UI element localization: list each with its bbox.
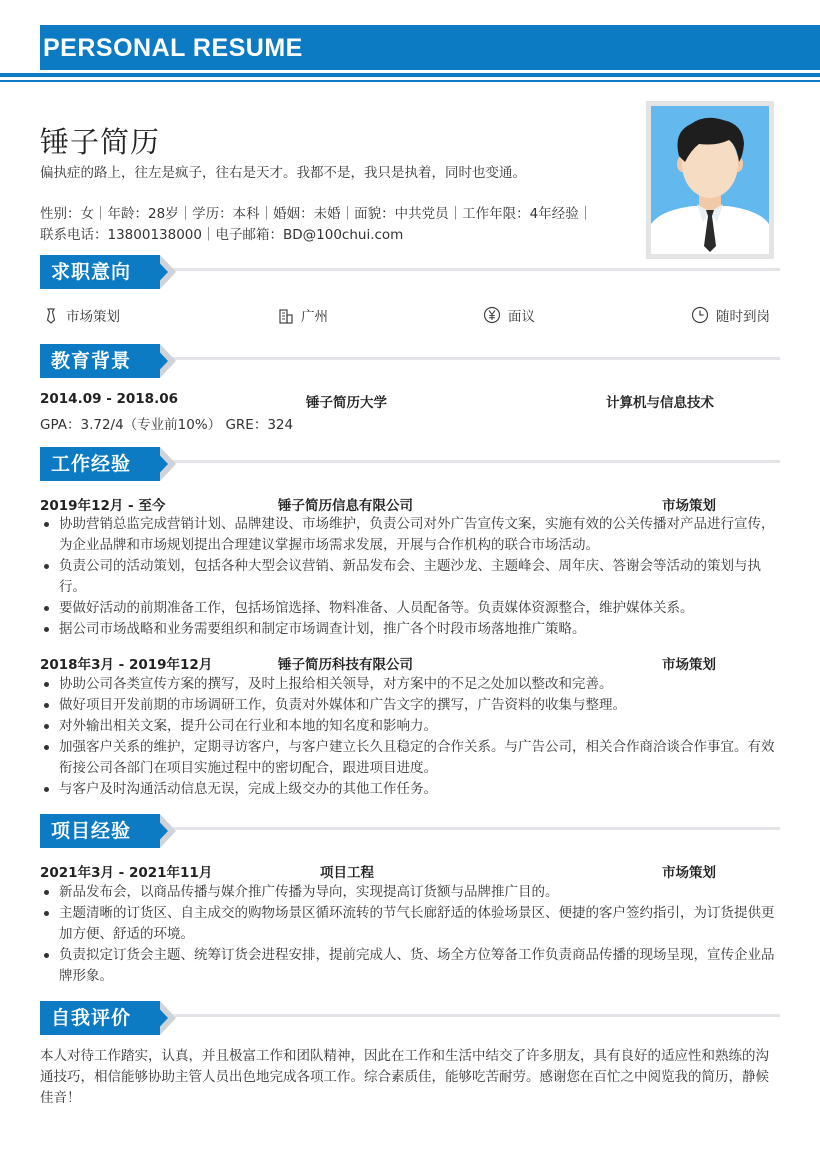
list-item: 对外输出相关文案，提升公司在行业和本地的知名度和影响力。 <box>40 716 780 737</box>
list-item: 负责公司的活动策划，包括各种大型会议营销、新品发布会、主题沙龙、主题峰会、周年庆、答谢会等活动的策划与执行。 <box>40 556 780 598</box>
intent-availability-value: 随时到岗 <box>716 309 770 325</box>
work-1-company: 锤子简历信息有限公司 <box>278 498 413 514</box>
list-item: 新品发布会，以商品传播与媒介推广传播为导向，实现提高订货额与品牌推广目的。 <box>40 882 780 903</box>
contact-info-line: 联系电话：13800138000｜电子邮箱：BD@100chui.com <box>40 227 404 243</box>
yen-icon <box>483 306 501 324</box>
building-icon <box>278 308 294 324</box>
work-2-role: 市场策划 <box>662 657 716 673</box>
section-header-self <box>40 1001 820 1035</box>
list-item: 加强客户关系的维护，定期寻访客户，与客户建立长久且稳定的合作关系。与广告公司，相关合作商洽谈合作事宜。有效衔接公司各部门在项目实施过程中的密切配合，跟进项目进度。 <box>40 737 780 779</box>
intent-position-value: 市场策划 <box>66 309 120 325</box>
tie-icon <box>43 308 59 324</box>
candidate-motto: 偏执症的路上，往左是疯子，往右是天才。我都不是，我只是执着，同时也变通。 <box>40 165 526 181</box>
section-header-education <box>40 344 820 378</box>
list-item: 协助营销总监完成营销计划、品牌建设、市场维护，负责公司对外广告宣传文案，实施有效的公关传播对产品进行宣传，为企业品牌和市场规划提出合理建议掌握市场需求发展，开展与合作机构的联合市场活动。 <box>40 514 780 556</box>
list-item: 要做好活动的前期准备工作，包括场馆选择、物料准备、人员配备等。负责媒体资源整合，维护媒体关系。 <box>40 598 780 619</box>
intent-salary-value: 面议 <box>508 309 535 325</box>
work-1-duties <box>40 514 780 640</box>
list-item: 负责拟定订货会主题、统筹订货会进程安排，提前完成人、货、场全方位筹备工作负责商品传播的现场呈现，宣传企业品牌形象。 <box>40 945 780 987</box>
intent-city-value: 广州 <box>301 309 328 325</box>
list-item: 主题清晰的订货区、自主成交的购物场景区循环流转的节气长廊舒适的体验场景区、便捷的客户签约指引，为订货提供更加方便、舒适的环境。 <box>40 903 780 945</box>
project-name: 项目工程 <box>320 865 374 881</box>
self-evaluation-text: 本人对待工作踏实，认真，并且极富工作和团队精神，因此在工作和生活中结交了许多朋友，具有良好的适应性和熟练的沟通技巧，相信能够协助主管人员出色地完成各项工作。综合素质佳，能够吃苦耐劳。感谢您在百忙之中阅览我的简历，静候佳音！ <box>40 1048 769 1106</box>
list-item: 据公司市场战略和业务需要组织和制定市场调查计划，推广各个时段市场落地推广策略。 <box>40 619 780 640</box>
education-period: 2014.09 - 2018.06 <box>40 391 178 407</box>
section-header-project <box>40 814 820 848</box>
intent-availability <box>691 305 770 325</box>
work-1-role: 市场策划 <box>662 498 716 514</box>
avatar-illustration-icon <box>651 106 769 254</box>
list-item: 与客户及时沟通活动信息无误，完成上级交办的其他工作任务。 <box>40 779 780 800</box>
work-1-period: 2019年12月 - 至今 <box>40 498 166 514</box>
section-title: 教育背景 <box>40 344 160 378</box>
intent-position <box>43 305 120 325</box>
project-duties <box>40 882 780 987</box>
candidate-name: 锤子简历 <box>40 125 161 159</box>
section-title: 项目经验 <box>40 814 160 848</box>
work-2-period: 2018年3月 - 2019年12月 <box>40 657 213 673</box>
project-period: 2021年3月 - 2021年11月 <box>40 865 213 881</box>
intent-city <box>278 305 328 325</box>
intent-salary <box>483 305 535 325</box>
list-item: 做好项目开发前期的市场调研工作，负责对外媒体和广告文字的撰写，广告资料的收集与整理。 <box>40 695 780 716</box>
section-header-intent <box>40 255 820 289</box>
list-item: 协助公司各类宣传方案的撰写，及时上报给相关领导，对方案中的不足之处加以整改和完善。 <box>40 674 780 695</box>
education-detail: GPA：3.72/4（专业前10%） GRE：324 <box>40 417 294 433</box>
education-school: 锤子简历大学 <box>306 395 387 411</box>
project-role: 市场策划 <box>662 865 716 881</box>
work-2-duties <box>40 674 780 800</box>
clock-icon <box>691 306 709 324</box>
section-title: 工作经验 <box>40 447 160 481</box>
header-rule-thin <box>0 80 820 82</box>
basic-info-line: 性别：女｜年龄：28岁｜学历：本科｜婚姻：未婚｜面貌：中共党员｜工作年限：4年经验｜ <box>40 206 593 222</box>
page-title: PERSONAL RESUME <box>43 34 303 62</box>
header-rule-thick <box>0 73 820 77</box>
section-title: 自我评价 <box>40 1001 160 1035</box>
section-title: 求职意向 <box>40 255 160 289</box>
section-header-work <box>40 447 820 481</box>
education-major: 计算机与信息技术 <box>606 395 714 411</box>
work-2-company: 锤子简历科技有限公司 <box>278 657 413 673</box>
avatar-photo <box>646 101 774 259</box>
